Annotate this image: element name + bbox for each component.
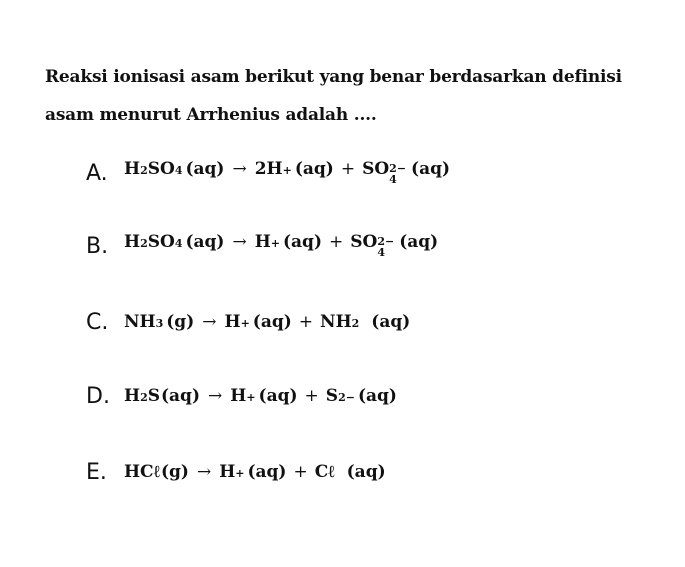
plus-sign: + xyxy=(304,386,319,406)
option-b[interactable] xyxy=(86,229,438,263)
product-2-subscript: 4 xyxy=(377,246,385,259)
product-1-state: (aq) xyxy=(294,159,334,179)
reaction-arrow: → xyxy=(196,462,212,482)
product-1: H xyxy=(224,312,241,332)
equation: H 2 SO 4 (aq) → H + (aq) + SO 2− 4 (aq) xyxy=(124,232,439,259)
reactant-part: SO xyxy=(147,159,175,179)
equation: H 2 SO 4 (aq) → 2H + (aq) + SO 2− 4 (aq) xyxy=(124,159,451,186)
reactant-part: S xyxy=(147,386,160,406)
option-d[interactable] xyxy=(86,379,397,413)
product-1-state: (aq) xyxy=(283,232,322,252)
reaction-arrow: → xyxy=(202,312,217,332)
question-line-2: asam menurut Arrhenius adalah .... xyxy=(45,105,377,125)
option-letter: B. xyxy=(86,233,109,259)
reactant-state: (aq) xyxy=(161,386,200,406)
product-2: NH xyxy=(320,312,352,332)
product-2: Cℓ xyxy=(314,462,335,482)
reaction-arrow: → xyxy=(232,232,247,252)
equation: NH 3 (g) → H + (aq) + NH 2 (aq) xyxy=(124,312,411,332)
product-1: 2H xyxy=(254,159,283,179)
product-2-scripts xyxy=(377,236,394,258)
reactant: NH xyxy=(124,312,156,332)
product-1-state: (aq) xyxy=(258,386,298,406)
product-2-state: (aq) xyxy=(411,159,451,179)
question-text xyxy=(45,58,655,134)
equation: H 2 S (aq) → H + (aq) + S 2− (aq) xyxy=(124,386,397,406)
plus-sign: + xyxy=(329,232,344,252)
product-2-charge: 2− xyxy=(377,235,395,248)
product-2: SO xyxy=(362,159,390,179)
reactant: HCℓ xyxy=(124,462,160,482)
plus-sign: + xyxy=(340,159,356,179)
product-2-subscript: 4 xyxy=(389,173,397,186)
product-1-state: (aq) xyxy=(247,462,287,482)
option-letter: C. xyxy=(86,309,109,335)
reactant: H xyxy=(124,386,141,406)
reactant: H xyxy=(124,159,141,179)
product-1: H xyxy=(230,386,247,406)
product-1: H xyxy=(254,232,271,252)
product-2-scripts xyxy=(389,163,406,185)
plus-sign: + xyxy=(293,462,308,482)
option-letter: A. xyxy=(86,160,108,186)
product-2-state: (aq) xyxy=(357,386,397,406)
product-2-state: (aq) xyxy=(371,312,411,332)
product-2: SO xyxy=(350,232,378,252)
product-1-state: (aq) xyxy=(252,312,292,332)
plus-sign: + xyxy=(298,312,314,332)
reactant-state: (aq) xyxy=(185,232,225,252)
question-line-1: Reaksi ionisasi asam berikut yang benar berdasarkan definisi xyxy=(45,67,622,87)
option-e[interactable] xyxy=(86,455,386,489)
option-letter: D. xyxy=(86,383,110,409)
option-c[interactable] xyxy=(86,305,410,339)
option-letter: E. xyxy=(86,459,107,485)
reactant-part: SO xyxy=(147,232,175,252)
product-1: H xyxy=(219,462,236,482)
equation: HCℓ (g) → H + (aq) + Cℓ (aq) xyxy=(124,462,386,482)
product-2-charge: 2− xyxy=(389,162,407,175)
product-2-state: (aq) xyxy=(399,232,439,252)
reactant-state: (g) xyxy=(166,312,195,332)
reactant-state: (g) xyxy=(160,462,189,482)
reactant: H xyxy=(124,232,141,252)
option-a[interactable] xyxy=(86,156,450,190)
reactant-state: (aq) xyxy=(185,159,225,179)
product-2: S xyxy=(325,386,339,406)
product-2-state: (aq) xyxy=(346,462,386,482)
reaction-arrow: → xyxy=(232,159,247,179)
reaction-arrow: → xyxy=(208,386,223,406)
